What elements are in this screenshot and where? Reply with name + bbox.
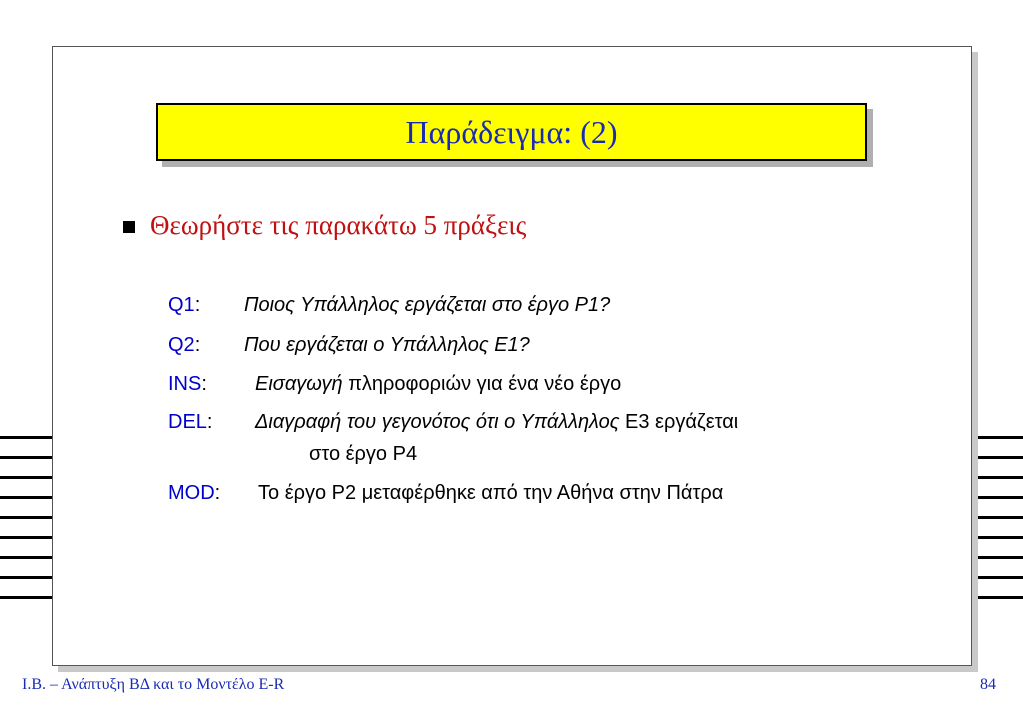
query-colon: :	[201, 373, 207, 395]
query-colon: :	[194, 334, 201, 356]
query-text	[255, 411, 738, 434]
query-text-italic: Εισαγωγή	[255, 373, 343, 395]
bullet-item	[123, 210, 526, 241]
footer-course-title: Ι.Β. – Ανάπτυξη ΒΔ και το Μοντέλο E-R	[22, 676, 285, 693]
query-label: Q1	[168, 294, 195, 316]
query-colon: :	[206, 411, 213, 433]
bullet-text: Θεωρήστε τις παρακάτω 5 πράξεις	[150, 210, 527, 240]
query-mod	[168, 482, 724, 505]
query-text	[255, 373, 621, 396]
query-del	[168, 411, 739, 434]
right-rule-decoration	[968, 436, 1023, 606]
title-box	[156, 103, 867, 161]
query-text-italic: Διαγραφή του γεγονότος ότι ο Υπάλληλος	[255, 411, 620, 433]
page-number: 84	[980, 676, 996, 693]
query-text-plain: πληροφοριών για ένα νέο έργο	[342, 373, 622, 395]
query-text: Ποιος Υπάλληλος εργάζεται στο έργο P1?	[244, 294, 611, 316]
square-bullet-icon	[123, 221, 135, 233]
slide-title: Παράδειγμα: (2)	[405, 113, 618, 150]
left-rule-decoration	[0, 436, 54, 606]
query-colon: :	[194, 294, 201, 316]
query-del-continuation: στο έργο P4	[309, 443, 418, 465]
query-label: DEL	[168, 411, 207, 433]
query-text-plain: E3 εργάζεται	[619, 411, 739, 433]
query-text: Που εργάζεται ο Υπάλληλος E1?	[244, 334, 530, 356]
query-q2	[168, 334, 530, 357]
query-label: INS	[168, 373, 202, 395]
query-text	[258, 482, 723, 505]
slide-frame	[52, 46, 972, 666]
query-q1	[168, 294, 611, 317]
query-label: Q2	[168, 334, 195, 356]
query-label: MOD	[168, 482, 215, 504]
query-colon: :	[214, 482, 221, 504]
query-text-plain: Το έργο P2 μεταφέρθηκε από την Αθήνα στην Πάτρα	[258, 482, 724, 504]
query-ins	[168, 373, 622, 396]
